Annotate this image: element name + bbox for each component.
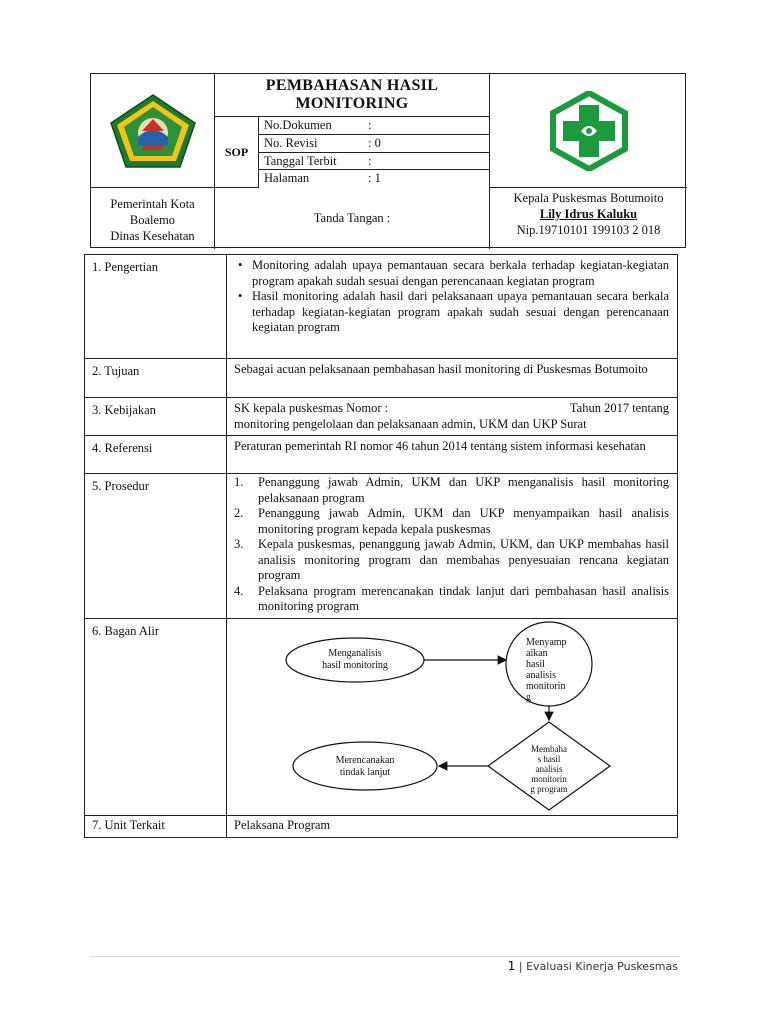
flow-text: Menyamp xyxy=(526,637,567,648)
meta-no-revisi: No. Revisi : 0 xyxy=(259,135,489,153)
page-footer xyxy=(508,959,678,973)
head-nip: Nip.19710101 199103 2 018 xyxy=(516,223,661,237)
row-tujuan xyxy=(85,359,678,398)
flow-text: Merencanakan xyxy=(335,755,395,766)
flow-text: Menganalisis xyxy=(328,648,382,659)
label-kebijakan: 3. Kebijakan xyxy=(85,398,227,436)
puskesmas-logo-cell xyxy=(489,74,687,188)
row-unit-terkait xyxy=(85,816,678,838)
label-unit-terkait: 7. Unit Terkait xyxy=(85,816,227,838)
pemda-logo-icon xyxy=(108,93,198,169)
row-kebijakan xyxy=(85,398,678,436)
head-name: Lily Idrus Kaluku xyxy=(539,207,638,221)
row-referensi xyxy=(85,436,678,474)
flow-text: aikan xyxy=(526,648,548,659)
flowchart xyxy=(227,619,678,815)
label-bagan-alir: 6. Bagan Alir xyxy=(85,619,227,816)
flow-text: monitorin xyxy=(526,681,566,692)
list-item: 4. Pelaksana program merencanakan tindak lanjut dari pembahasan hasil analisis monitoring program xyxy=(234,583,669,613)
flow-text: hasil monitoring xyxy=(322,660,388,671)
value-kebijakan: SK kepala puskesmas Nomor : Tahun 2017 tentang monitoring pengelolaan dan pelaksanaan admin, UKM dan UKP Surat xyxy=(227,398,678,436)
flow-text: analisis xyxy=(535,764,563,774)
value-pengertian xyxy=(227,255,678,359)
value-referensi: Peraturan pemerintah RI nomor 46 tahun 2014 tentang sistem informasi kesehatan xyxy=(227,436,678,474)
meta-no-dokumen: No.Dokumen : xyxy=(259,117,489,135)
label-referensi: 4. Referensi xyxy=(85,436,227,474)
flow-text: tindak lanjut xyxy=(339,767,391,778)
list-item: 3. Kepala puskesmas, penanggung jawab Admin, UKM, dan UKP membahas hasil analisis monitoring program dan membahas penyesuaian rencana kegiatan program xyxy=(234,537,669,582)
row-bagan-alir xyxy=(85,619,678,816)
meta-tanggal-terbit: Tanggal Terbit : xyxy=(259,153,489,171)
value-unit-terkait: Pelaksana Program xyxy=(227,816,678,838)
flow-text: g xyxy=(526,692,531,703)
footer-separator: | xyxy=(518,960,523,973)
head-of-puskesmas: Kepala Puskesmas Botumoito Lily Idrus Kaluku Nip.19710101 199103 2 018 xyxy=(489,188,687,249)
flow-text: monitorin xyxy=(531,774,567,784)
list-item: 1. Penanggung jawab Admin, UKM dan UKP menganalisis hasil monitoring pelaksanaan program xyxy=(234,475,669,505)
document-title: PEMBAHASAN HASIL MONITORING xyxy=(215,74,489,117)
footer-text: Evaluasi Kinerja Puskesmas xyxy=(526,960,678,973)
flow-text: analisis xyxy=(526,670,556,681)
sop-header xyxy=(90,73,686,248)
label-pengertian: 1. Pengertian xyxy=(85,255,227,359)
sop-label: SOP xyxy=(215,117,259,188)
list-item: • Monitoring adalah upaya pemantauan secara berkala terhadap kegiatan-kegiatan program apakah sudah sesuai dengan perencanaan kegiatan program xyxy=(238,258,669,288)
value-bagan-alir xyxy=(227,619,678,816)
flow-text: g program xyxy=(530,784,568,794)
flow-text: Membaha xyxy=(531,744,567,754)
flow-node-deliver xyxy=(506,622,592,706)
value-prosedur xyxy=(227,474,678,619)
meta-halaman: Halaman : 1 xyxy=(264,171,381,186)
list-item: • Hasil monitoring adalah hasil dari pelaksanaan upaya pemantauan secara berkala terhadap kegiatan-kegiatan program apakah sudah sesuai dengan perencanaan kegiatan program xyxy=(238,289,669,334)
flow-text: s hasil xyxy=(537,754,561,764)
value-tujuan: Sebagai acuan pelaksanaan pembahasan hasil monitoring di Puskesmas Botumoito xyxy=(227,359,678,398)
puskesmas-logo-icon xyxy=(549,91,629,171)
row-prosedur xyxy=(85,474,678,619)
sop-content-table xyxy=(84,254,678,838)
pemda-logo-cell xyxy=(91,74,215,188)
label-tujuan: 2. Tujuan xyxy=(85,359,227,398)
list-item: 2. Penanggung jawab Admin, UKM dan UKP menyampaikan hasil analisis monitoring program kepada kepala puskesmas xyxy=(234,506,669,536)
label-prosedur: 5. Prosedur xyxy=(85,474,227,619)
page-number: 1 xyxy=(507,959,516,973)
signature-field: Tanda Tangan : xyxy=(313,211,391,225)
flow-node-plan xyxy=(293,742,437,790)
footer-divider xyxy=(90,956,680,957)
row-pengertian xyxy=(85,255,678,359)
government-info: Pemerintah Kota Boalemo Dinas Kesehatan xyxy=(91,188,215,249)
flow-text: hasil xyxy=(526,659,545,670)
